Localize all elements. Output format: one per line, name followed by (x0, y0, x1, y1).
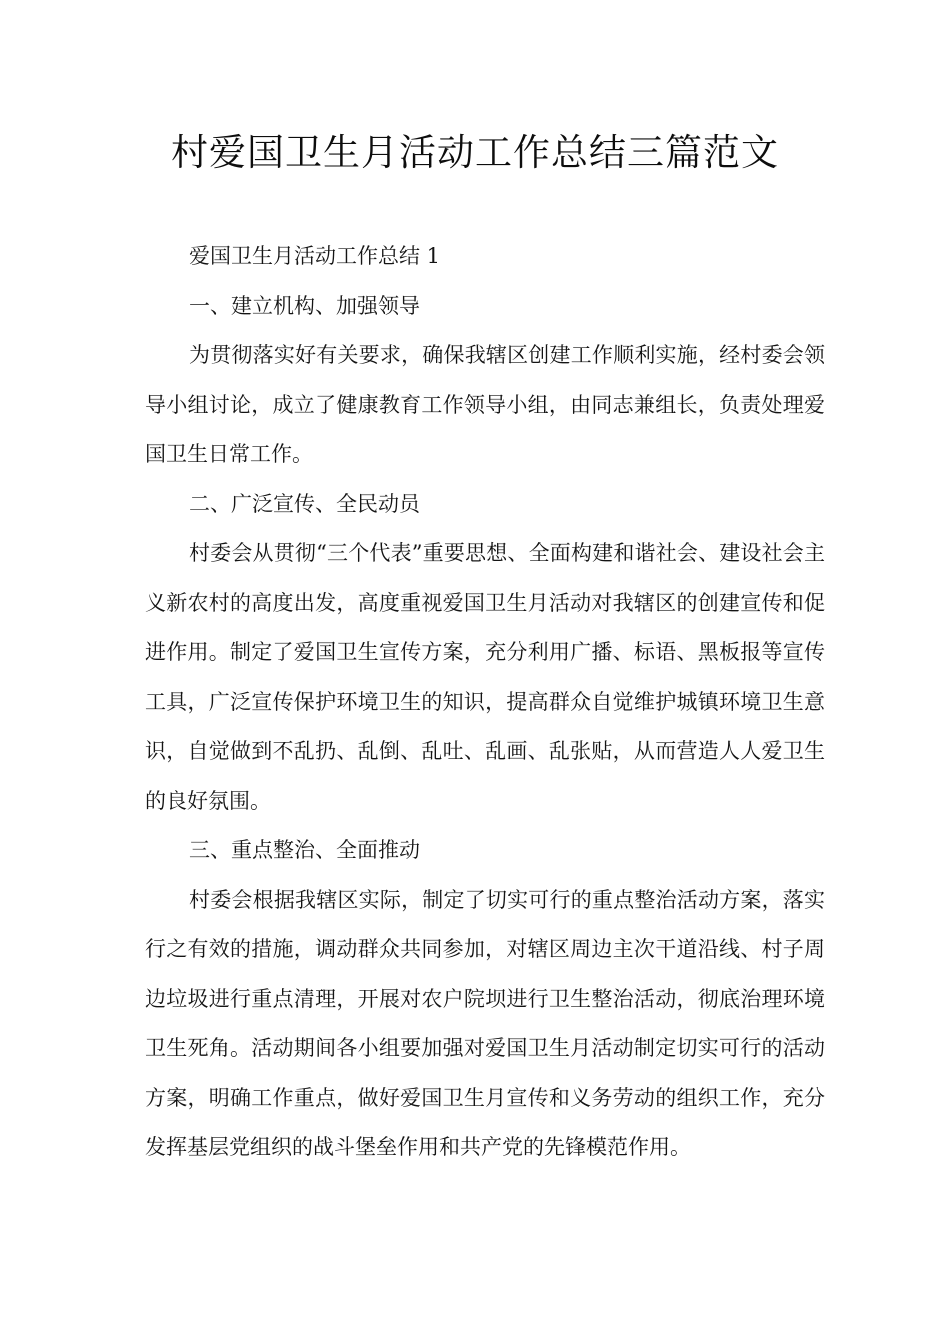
subsection-heading: 二、广泛宣传、全民动员 (189, 491, 420, 516)
body-paragraph: 为贯彻落实好有关要求，确保我辖区创建工作顺利实施，经村委会领导小组讨论，成立了健康教育工作领导小组，由同志兼组长，负责处理爱国卫生日常工作。 (145, 343, 825, 466)
body-paragraph: 村委会从贯彻“三个代表”重要思想、全面构建和谐社会、建设社会主义新农村的高度出发，高度重视爱国卫生月活动对我辖区的创建宣传和促进作用。制定了爱国卫生宣传方案，充分利用广播、标语、黑板报等宣传工具，广泛宣传保护环境卫生的知识，提高群众自觉维护城镇环境卫生意识，自觉做到不乱扔、乱倒、乱吐、乱画、乱张贴，从而营造人人爱卫生的良好氛围。 (145, 541, 825, 813)
document-title: 村爱国卫生月活动工作总结三篇范文 (171, 131, 779, 174)
body-paragraph: 村委会根据我辖区实际，制定了切实可行的重点整治活动方案，落实行之有效的措施，调动群众共同参加，对辖区周边主次干道沿线、村子周边垃圾进行重点清理，开展对农户院坝进行卫生整治活动，彻底治理环境卫生死角。活动期间各小组要加强对爱国卫生月活动制定切实可行的活动方案，明确工作重点，做好爱国卫生月宣传和义务劳动的组织工作，充分发挥基层党组织的战斗堡垒作用和共产党的先锋模范作用。 (145, 887, 825, 1159)
document-body (145, 232, 825, 1173)
section-heading: 爱国卫生月活动工作总结 1 (189, 244, 441, 268)
subsection-heading: 一、建立机构、加强领导 (189, 293, 420, 318)
subsection-heading: 三、重点整治、全面推动 (189, 838, 420, 862)
